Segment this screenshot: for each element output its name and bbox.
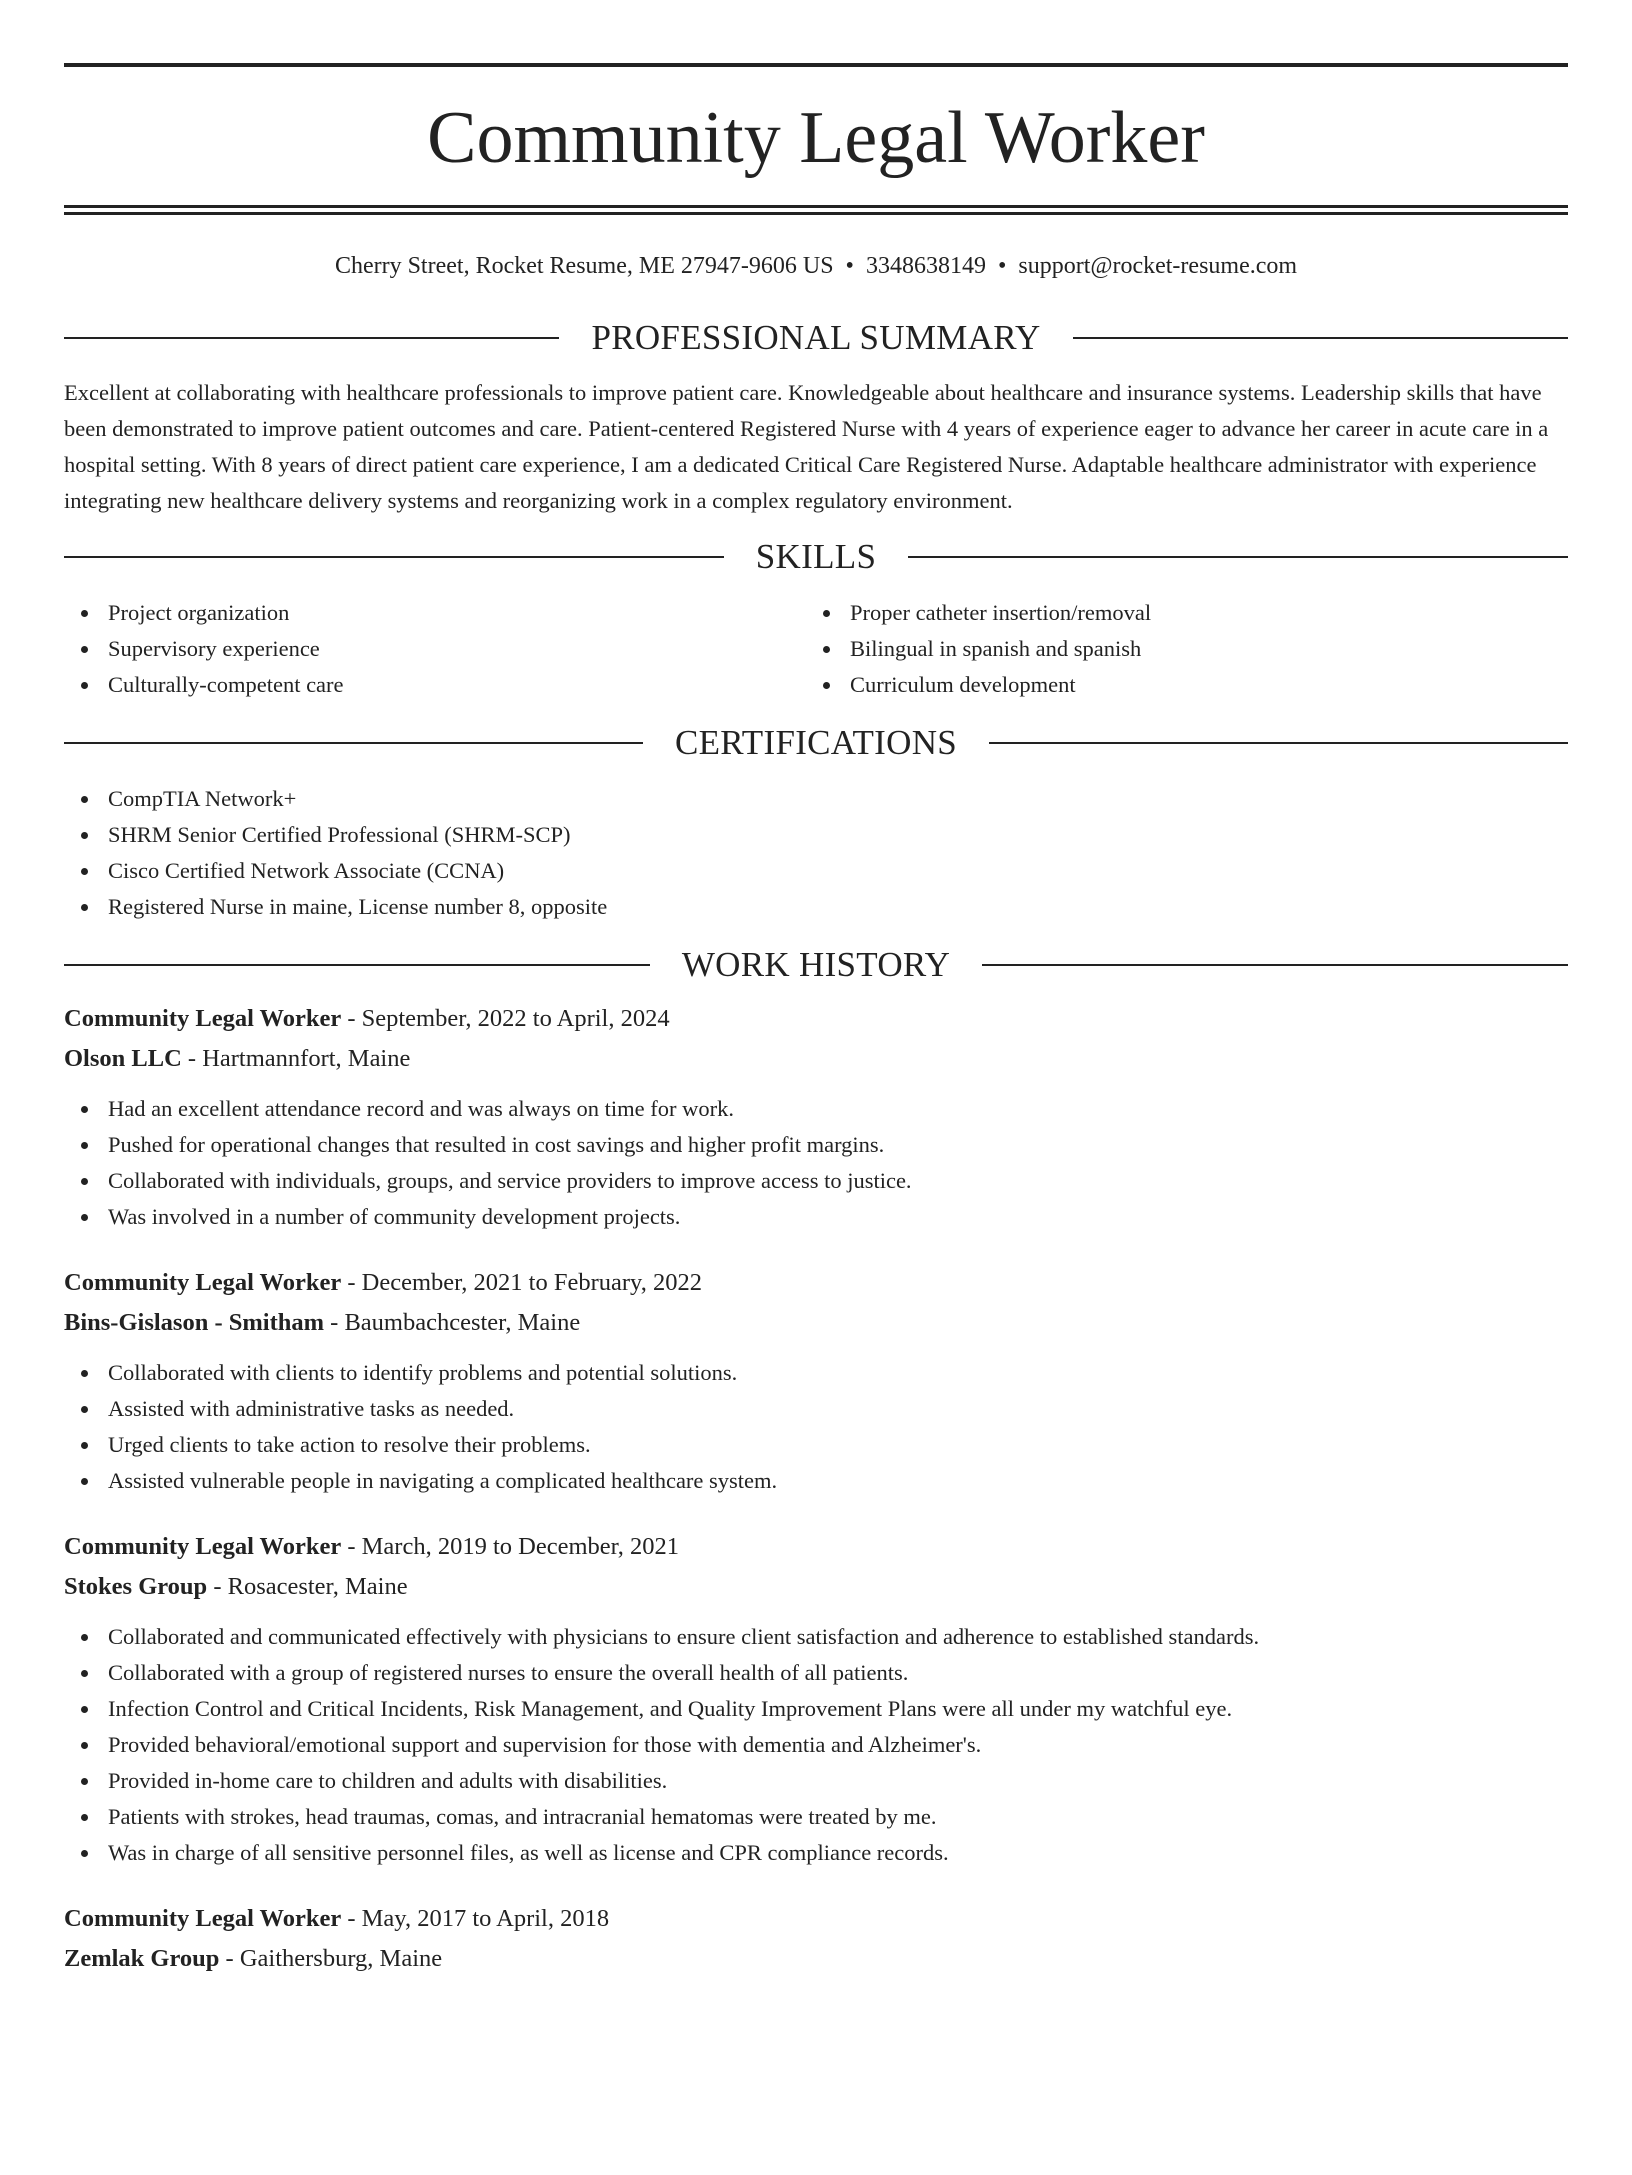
skills-heading: SKILLS (755, 537, 877, 576)
skill-item: Bilingual in spanish and spanish (806, 631, 1548, 667)
job-title: Community Legal Worker (64, 1269, 342, 1296)
address: Cherry Street, Rocket Resume, ME 27947-9606 US (334, 253, 834, 279)
job-bullet: Pushed for operational changes that resulted in cost savings and higher profit margins. (64, 1127, 1568, 1163)
certification-item: CompTIA Network+ (64, 781, 1568, 817)
summary-text: Excellent at collaborating with healthcare professionals to improve patient care. Knowledgeable about healthcare and insurance systems. Leadership skills that have been demonstrated to improve patient outcomes and care. Patient-centered Registered Nurse with 4 years of experience eager to advance her career in acute care in a hospital setting. With 8 years of direct patient care experience, I am a dedicated Critical Care Registered Nurse. Adaptable healthcare administrator with experience integrating new healthcare delivery systems and reorganizing work in a complex regulatory environment. (64, 380, 1549, 513)
contact-line (64, 251, 1568, 281)
job-company: Bins-Gislason - Smitham (64, 1309, 325, 1336)
job-bullet: Was involved in a number of community development projects. (64, 1199, 1568, 1235)
job-title: Community Legal Worker (64, 1533, 342, 1560)
job-company: Olson LLC (64, 1045, 182, 1072)
skills-section-header (64, 537, 1568, 577)
heading-rule-left (64, 556, 724, 558)
job-bullet: Provided behavioral/emotional support and supervision for those with dementia and Alzheimer's. (64, 1727, 1568, 1763)
heading-rule-right (989, 742, 1568, 744)
job-bullet: Collaborated and communicated effectively with physicians to ensure client satisfaction and adherence to established standards. (64, 1619, 1568, 1655)
summary-heading: PROFESSIONAL SUMMARY (591, 318, 1041, 357)
separator-dot: • (997, 253, 1007, 279)
job-dates: - March, 2019 to December, 2021 (341, 1533, 680, 1560)
skill-item: Culturally-competent care (64, 667, 806, 703)
heading-rule-left (64, 742, 643, 744)
job-dates: - December, 2021 to February, 2022 (341, 1269, 702, 1296)
job-location: - Gaithersburg, Maine (219, 1945, 443, 1972)
job-dates: - May, 2017 to April, 2018 (341, 1905, 610, 1932)
work-history-list (64, 999, 1568, 1979)
phone: 3348638149 (865, 253, 986, 279)
job-bullet: Patients with strokes, head traumas, comas, and intracranial hematomas were treated by me. (64, 1799, 1568, 1835)
job-company: Zemlak Group (64, 1945, 220, 1972)
job-bullet: Collaborated with clients to identify problems and potential solutions. (64, 1355, 1568, 1391)
job-entry (64, 999, 1568, 1235)
job-location: - Hartmannfort, Maine (181, 1045, 411, 1072)
resume-page (0, 63, 1632, 2175)
job-entry (64, 1527, 1568, 1871)
heading-rule-left (64, 964, 650, 966)
separator-dot: • (845, 253, 854, 279)
job-bullets (64, 1619, 1568, 1871)
work-history-section-header (64, 945, 1568, 985)
heading-rule-right (982, 964, 1568, 966)
job-location: - Baumbachcester, Maine (324, 1309, 581, 1336)
job-title-line (64, 1527, 1568, 1567)
job-title-line (64, 999, 1568, 1039)
header-double-rule (64, 205, 1568, 215)
skill-item: Proper catheter insertion/removal (806, 595, 1548, 631)
skills-list-right (806, 595, 1548, 703)
skill-item: Curriculum development (806, 667, 1548, 703)
job-title-line (64, 1899, 1568, 1939)
top-rule (64, 63, 1568, 67)
certifications-heading: CERTIFICATIONS (674, 723, 958, 762)
job-bullets (64, 1091, 1568, 1235)
job-bullet: Provided in-home care to children and adults with disabilities. (64, 1763, 1568, 1799)
job-company-line (64, 1939, 1568, 1979)
heading-rule-left (64, 337, 559, 339)
job-company-line (64, 1039, 1568, 1079)
job-company-line (64, 1567, 1568, 1607)
certification-item: Registered Nurse in maine, License number 8, opposite (64, 889, 1568, 925)
job-bullet: Assisted vulnerable people in navigating a complicated healthcare system. (64, 1463, 1568, 1499)
job-bullet: Collaborated with a group of registered nurses to ensure the overall health of all patients. (64, 1655, 1568, 1691)
job-dates: - September, 2022 to April, 2024 (341, 1005, 670, 1032)
skills-list-left (64, 595, 806, 703)
work-history-heading: WORK HISTORY (681, 945, 951, 984)
job-bullet: Collaborated with individuals, groups, and service providers to improve access to justice. (64, 1163, 1568, 1199)
skill-item: Project organization (64, 595, 806, 631)
job-company: Stokes Group (64, 1573, 208, 1600)
skills-grid (64, 595, 1568, 703)
job-bullets (64, 1355, 1568, 1499)
certifications-section-header (64, 723, 1568, 763)
job-title-line (64, 1263, 1568, 1303)
job-entry (64, 1899, 1568, 1979)
job-title: Community Legal Worker (64, 1905, 342, 1932)
candidate-name: Community Legal Worker (427, 97, 1205, 179)
certification-item: SHRM Senior Certified Professional (SHRM-SCP) (64, 817, 1568, 853)
job-bullet: Was in charge of all sensitive personnel files, as well as license and CPR compliance records. (64, 1835, 1568, 1871)
skill-item: Supervisory experience (64, 631, 806, 667)
job-location: - Rosacester, Maine (207, 1573, 408, 1600)
job-bullet: Assisted with administrative tasks as needed. (64, 1391, 1568, 1427)
job-entry (64, 1263, 1568, 1499)
email-link[interactable]: support@rocket-resume.com (1018, 253, 1298, 279)
job-bullet: Infection Control and Critical Incidents, Risk Management, and Quality Improvement Plans were all under my watchful eye. (64, 1691, 1568, 1727)
job-bullet: Had an excellent attendance record and was always on time for work. (64, 1091, 1568, 1127)
heading-rule-right (908, 556, 1568, 558)
certifications-list (64, 781, 1568, 925)
job-title: Community Legal Worker (64, 1005, 342, 1032)
certification-item: Cisco Certified Network Associate (CCNA) (64, 853, 1568, 889)
job-bullet: Urged clients to take action to resolve their problems. (64, 1427, 1568, 1463)
heading-rule-right (1073, 337, 1568, 339)
summary-section-header (64, 318, 1568, 358)
job-company-line (64, 1303, 1568, 1343)
